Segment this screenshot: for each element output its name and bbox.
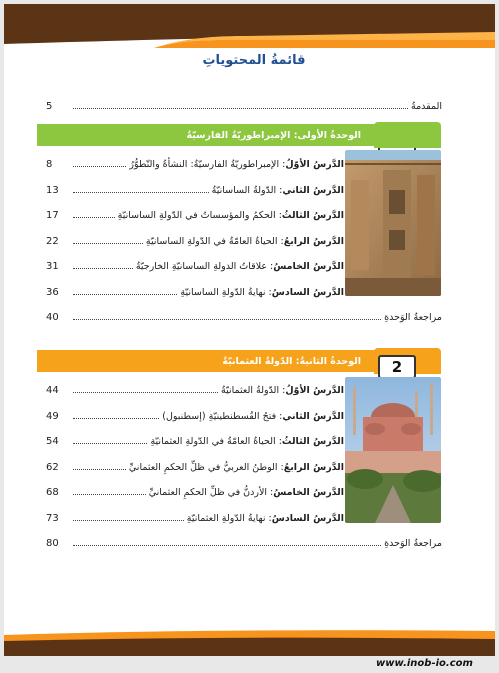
lesson-text: : الحياةُ العامّةُ في الدّولةِ الساسانيّةِ (145, 235, 284, 247)
page-title: قائمةُ المحتوياتِ (202, 53, 306, 68)
review-label: مراجعةُ الوَحدةِ (384, 312, 442, 323)
lesson-row[interactable] (46, 258, 344, 272)
unit-2-title-bar (37, 350, 375, 372)
lesson-prefix: الدَّرسُ الرابعُ (283, 461, 344, 473)
lesson-text: : الدّولةُ الساسانيّةُ (211, 184, 283, 196)
page-number: 73 (46, 512, 59, 524)
lesson-title (129, 159, 344, 170)
lesson-prefix: الدَّرسُ الأوّلُ (285, 159, 344, 170)
dot-leader (73, 318, 381, 320)
intro-page: 5 (46, 101, 53, 112)
lesson-row[interactable] (46, 233, 344, 247)
lesson-title (118, 210, 344, 221)
dot-leader (73, 417, 159, 419)
unit-2-number: 2 (378, 355, 416, 379)
lesson-row[interactable] (46, 459, 344, 473)
lesson-text: : الوطنُ العربيُّ في ظلِّ الحكمِ العثمانيِّ (128, 461, 284, 473)
lesson-text: : الحياةُ العامّةُ في الدّولةِ العثمانيّةِ (150, 436, 282, 447)
dot-leader (73, 107, 408, 109)
lesson-prefix: الدَّرسُ السادسُ (271, 512, 344, 524)
lesson-text: : علاقاتُ الدولةِ الساسانيّةِ الخارجيّةُ (135, 261, 274, 272)
lesson-title (221, 385, 344, 396)
unit-review-row[interactable] (46, 309, 442, 323)
lesson-prefix: الدَّرسُ الثاني (282, 410, 344, 422)
dot-leader (73, 442, 147, 444)
page-number: 36 (46, 286, 59, 298)
page-number: 44 (46, 385, 59, 396)
page-number: 31 (46, 261, 59, 272)
header-banner (4, 4, 495, 48)
lesson-row[interactable] (46, 382, 344, 396)
lesson-title (129, 462, 344, 473)
lesson-prefix: الدَّرسُ الخامسُ (273, 261, 344, 272)
lesson-row[interactable] (46, 510, 344, 524)
unit-1-photo-persian-ruins (345, 150, 441, 296)
unit-1-title: الوحدةُ الأولى: الإمبراطوريّةُ الفارسيّةُ (186, 129, 361, 141)
lesson-prefix: الدَّرسُ الأوّلُ (285, 385, 344, 396)
page-number: 80 (46, 538, 59, 549)
lesson-row[interactable] (46, 182, 344, 196)
unit-1-tab (374, 122, 441, 148)
page-number: 40 (46, 312, 59, 323)
footer-banner (4, 629, 495, 656)
page-number: 54 (46, 436, 59, 447)
lesson-prefix: الدَّرسُ الرابعُ (283, 235, 344, 247)
lesson-title (149, 487, 344, 498)
lesson-title (187, 513, 344, 524)
lesson-title (180, 287, 344, 298)
lesson-row[interactable] (46, 284, 344, 298)
review-label: مراجعةُ الوَحدةِ (384, 538, 442, 549)
lesson-title (212, 185, 344, 196)
dot-leader (73, 191, 209, 193)
dot-leader (73, 267, 133, 269)
lesson-text: : نهايةُ الدّولةِ العثمانيّةِ (186, 512, 272, 524)
lesson-prefix: الدَّرسُ الثالثُ (281, 210, 344, 221)
unit-2-photo-hagia-sophia (345, 377, 441, 523)
lesson-text: : الأردنُّ في ظلِّ الحكمِ العثمانيِّ (148, 487, 274, 498)
dot-leader (73, 468, 126, 470)
page-number: 22 (46, 235, 59, 247)
lesson-text: : الإمبراطوريّةُ الفارسيّةُ: النشأةُ والتّطوُّرُ (129, 159, 286, 170)
lesson-title (150, 436, 344, 447)
dot-leader (73, 544, 381, 546)
document-page (4, 4, 495, 656)
lesson-text: : فتحُ القُسطنطينيّةِ (إسطنبول) (162, 410, 283, 422)
dot-leader (73, 293, 177, 295)
lesson-prefix: الدَّرسُ الخامسُ (273, 487, 344, 498)
website-url[interactable]: www.inob-io.com (376, 658, 473, 669)
dot-leader (73, 391, 218, 393)
lesson-prefix: الدَّرسُ الثاني (282, 184, 344, 196)
page-number: 68 (46, 487, 59, 498)
dot-leader (73, 165, 126, 167)
dot-leader (73, 242, 143, 244)
lesson-text: : الحكمُ والمؤسساتُ في الدّولةِ الساسانيّةِ (117, 210, 282, 221)
unit-2-title: الوحدةُ الثانيةُ: الدّولةُ العثمانيّةُ (222, 355, 361, 367)
unit-review-row[interactable] (46, 535, 442, 549)
dot-leader (73, 493, 146, 495)
lesson-text: : نهايةُ الدّولةِ الساسانيّةِ (180, 286, 272, 298)
lesson-row[interactable] (46, 207, 344, 221)
lesson-prefix: الدَّرسُ الثالثُ (281, 436, 344, 447)
intro-label: المقدمةُ (410, 101, 442, 112)
toc-intro-row[interactable] (46, 98, 442, 112)
page-number: 49 (46, 410, 59, 422)
page-number: 13 (46, 184, 59, 196)
lesson-row[interactable] (46, 156, 344, 170)
page-number: 17 (46, 210, 59, 221)
page-number: 62 (46, 461, 59, 473)
lesson-row[interactable] (46, 433, 344, 447)
lesson-row[interactable] (46, 408, 344, 422)
lesson-title (136, 261, 344, 272)
lesson-row[interactable] (46, 484, 344, 498)
dot-leader (73, 519, 184, 521)
lesson-prefix: الدَّرسُ السادسُ (271, 286, 344, 298)
lesson-title (146, 236, 344, 247)
page-number: 8 (46, 159, 53, 170)
lesson-text: : الدّولةُ العثمانيّةُ (221, 385, 286, 396)
unit-1-title-bar (37, 124, 375, 146)
lesson-title (162, 411, 344, 422)
dot-leader (73, 216, 115, 218)
